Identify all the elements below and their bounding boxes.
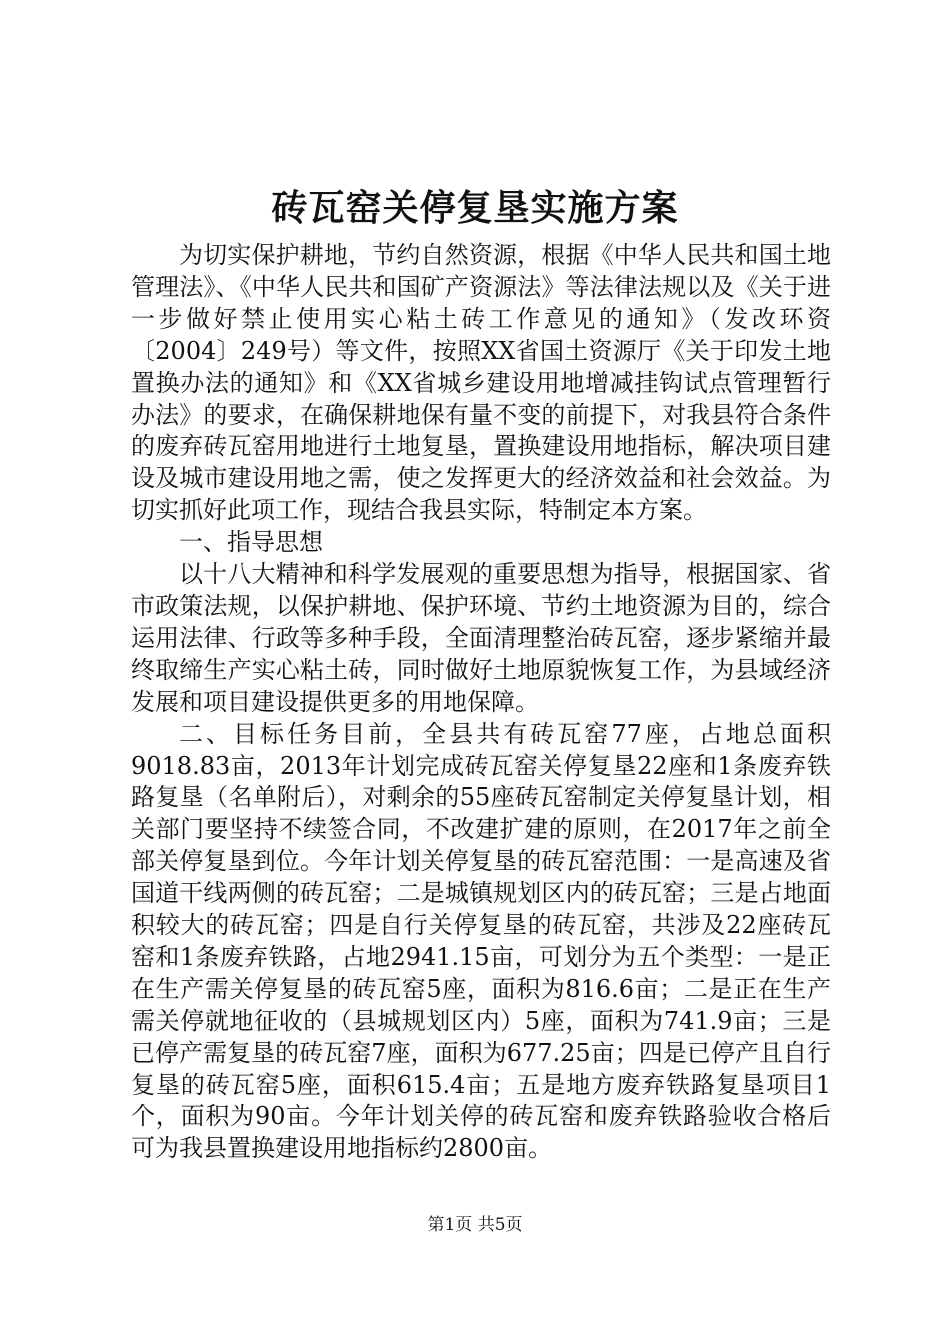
targets-paragraph: 二、目标任务目前，全县共有砖瓦窑77座，占地总面积9018.83亩，2013年计划完成砖瓦窑关停复垦22座和1条废弃铁路复垦（名单附后），对剩余的55座砖瓦窑制定关停复垦计划，相关部门要坚持不续签合同，不改建扩建的原则，在2017年之前全部关停复垦到位。今年计划关停复垦的砖瓦窑范围：一是高速及省国道干线两侧的砖瓦窑；二是城镇规划区内的砖瓦窑；三是占地面积较大的砖瓦窑；四是自行关停复垦的砖瓦窑，共涉及22座砖瓦窑和1条废弃铁路，占地2941.15亩，可划分为五个类型：一是正在生产需关停复垦的砖瓦窑5座，面积为816.6亩；二是正在生产需关停就地征收的（县城规划区内）5座，面积为741.9亩；三是已停产需复垦的砖瓦窑7座，面积为677.25亩；四是已停产且自行复垦的砖瓦窑5座，面积615.4亩；五是地方废弃铁路复垦项目1个，面积为90亩。今年计划关停的砖瓦窑和废弃铁路验收合格后可为我县置换建设用地指标约2800亩。 [131, 719, 831, 1163]
guiding-ideology-paragraph: 以十八大精神和科学发展观的重要思想为指导，根据国家、省市政策法规，以保护耕地、保护环境、节约土地资源为目的，综合运用法律、行政等多种手段，全面清理整治砖瓦窑，逐步紧缩并最终取缔生产实心粘土砖，同时做好土地原貌恢复工作，为县域经济发展和项目建设提供更多的用地保障。 [131, 560, 831, 716]
intro-paragraph: 为切实保护耕地，节约自然资源，根据《中华人民共和国土地管理法》、《中华人民共和国矿产资源法》等法律法规以及《关于进一步做好禁止使用实心粘土砖工作意见的通知》（发改环资〔2004〕249号）等文件，按照XX省国土资源厅《关于印发土地置换办法的通知》和《XX省城乡建设用地增减挂钩试点管理暂行办法》的要求，在确保耕地保有量不变的前提下，对我县符合条件的废弃砖瓦窑用地进行土地复垦，置换建设用地指标，解决项目建设及城市建设用地之需，使之发挥更大的经济效益和社会效益。为切实抓好此项工作，现结合我县实际，特制定本方案。 [131, 241, 831, 525]
document-title: 砖瓦窑关停复垦实施方案 [271, 187, 679, 229]
section-heading-guiding-ideology: 一、指导思想 [179, 528, 323, 557]
page-footer: 第1页 共5页 [427, 1215, 523, 1235]
document-body [131, 240, 831, 1165]
